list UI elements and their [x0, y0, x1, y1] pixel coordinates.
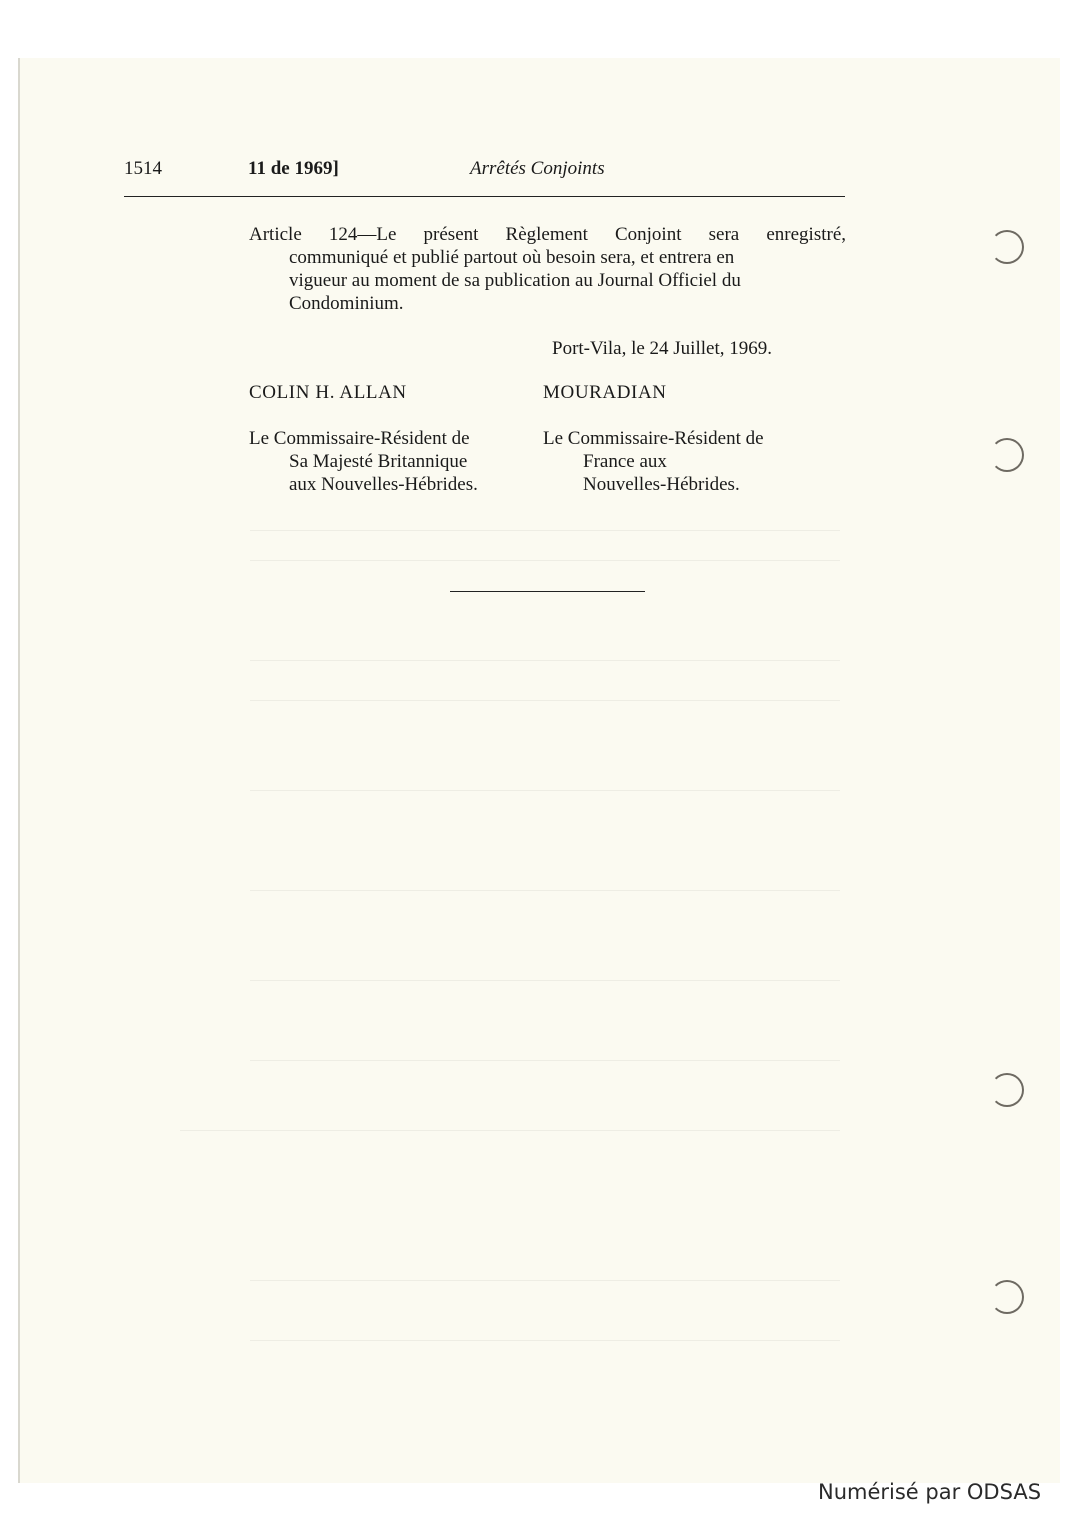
signatory-title-line: Nouvelles-Hébrides.	[583, 474, 740, 495]
signatory-name-right: MOURADIAN	[543, 382, 667, 403]
article-124	[249, 223, 846, 315]
signatory-title-line: France aux	[583, 451, 667, 472]
show-through-line	[250, 790, 840, 791]
end-rule	[450, 591, 645, 592]
punch-hole	[990, 438, 1024, 472]
signatory-title-left	[249, 427, 478, 496]
show-through-line	[250, 1060, 840, 1061]
signatory-title-right	[543, 427, 764, 496]
page-number: 1514	[124, 158, 162, 179]
show-through-line	[250, 560, 840, 561]
show-through-line	[250, 1280, 840, 1281]
article-line: communiqué et publié partout où besoin sera, et entrera en	[289, 247, 735, 268]
ordinance-number: 11 de 1969]	[248, 158, 339, 179]
running-title: Arrêtés Conjoints	[470, 158, 605, 179]
article-line: Article 124—Le présent Règlement Conjoint sera enregistré,	[249, 224, 846, 245]
punch-hole	[990, 230, 1024, 264]
punch-hole	[990, 1280, 1024, 1314]
signatory-title-line: aux Nouvelles-Hébrides.	[289, 474, 478, 495]
signatory-title-line: Sa Majesté Britannique	[289, 451, 468, 472]
signatory-title-line: Le Commissaire-Résident de	[543, 428, 764, 449]
show-through-line	[250, 660, 840, 661]
show-through-line	[250, 700, 840, 701]
article-line: Condominium.	[289, 293, 404, 314]
signatory-name-left: COLIN H. ALLAN	[249, 382, 407, 403]
show-through-line	[250, 980, 840, 981]
show-through-line	[250, 1340, 840, 1341]
show-through-line	[250, 530, 840, 531]
digitization-credit: Numérisé par ODSAS	[818, 1480, 1042, 1504]
article-line: vigueur au moment de sa publication au Journal Officiel du	[289, 270, 741, 291]
punch-hole	[990, 1073, 1024, 1107]
show-through-line	[180, 1130, 840, 1131]
show-through-line	[250, 890, 840, 891]
header-rule	[124, 196, 845, 197]
signatory-title-line: Le Commissaire-Résident de	[249, 428, 470, 449]
place-date: Port-Vila, le 24 Juillet, 1969.	[552, 338, 772, 359]
